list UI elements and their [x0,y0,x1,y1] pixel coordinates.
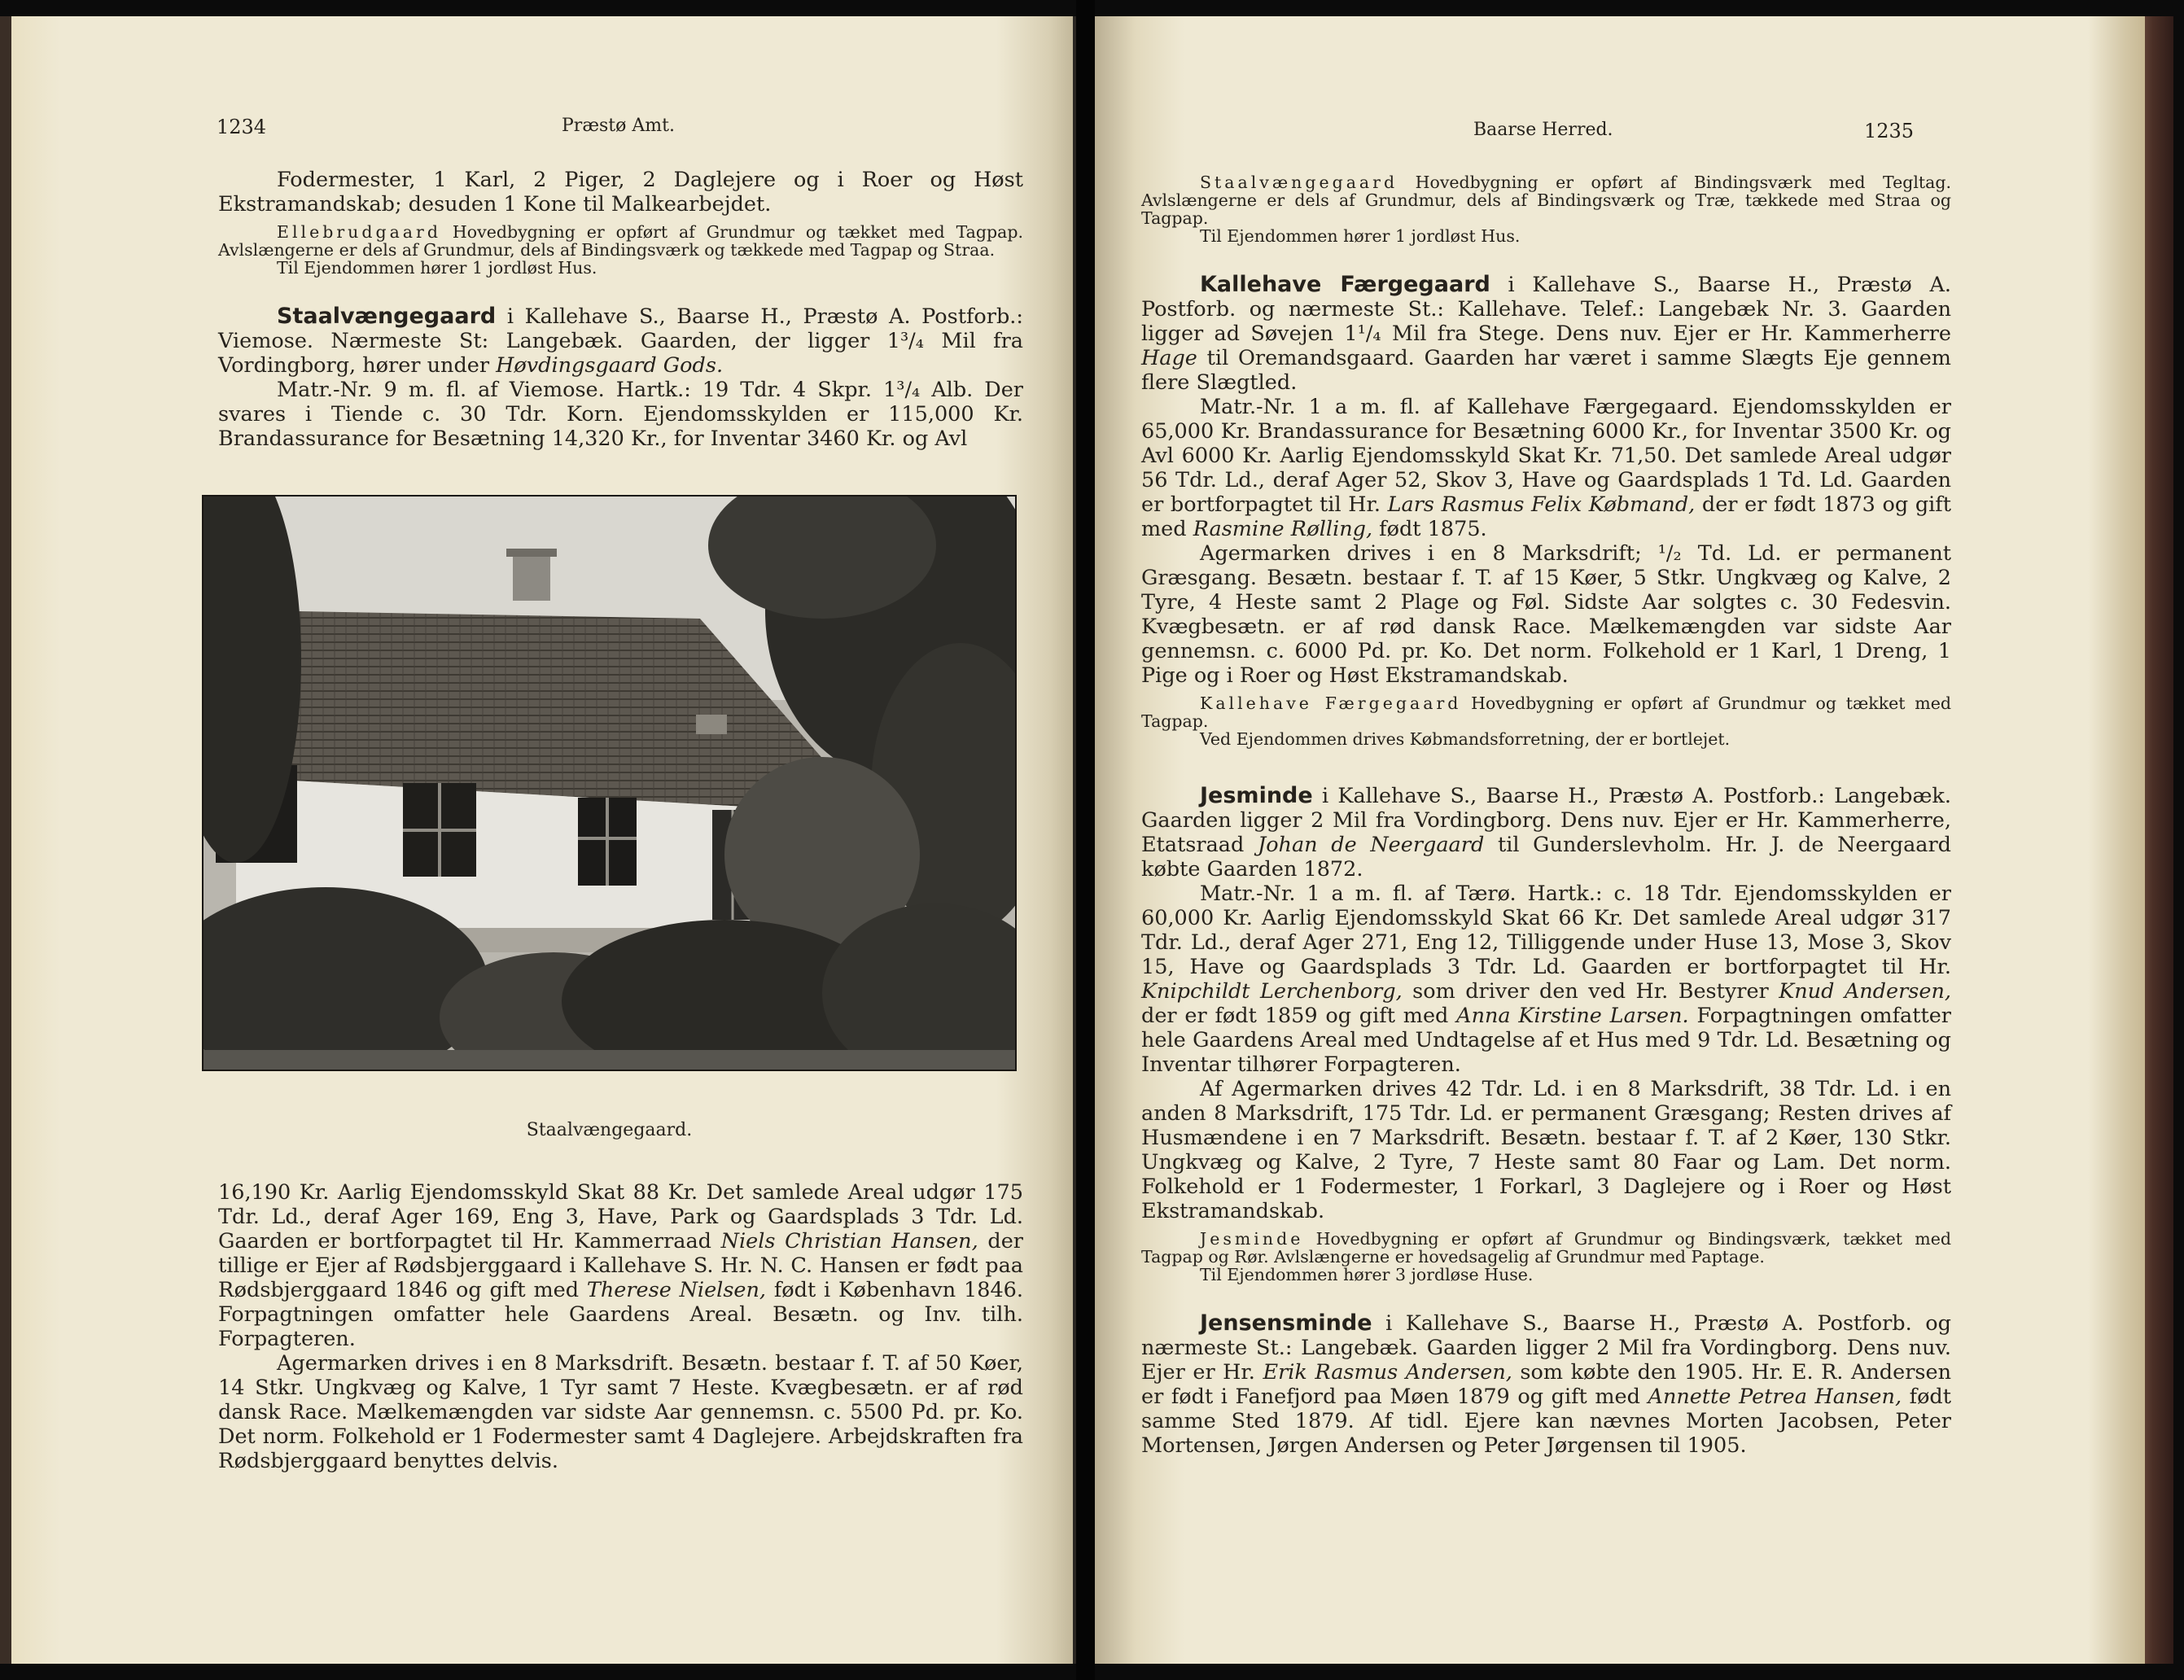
photo-caption: Staalvængegaard. [526,1120,693,1140]
farm-name: Staalvængegaard [1200,173,1398,192]
left-running-head: Præstø Amt. [562,116,675,136]
paragraph: Agermarken drives i en 8 Marksdrift; ¹/₂ Td. Ld. er permanent Græsgang. Besætn. bestaar f. T. af 15 Køer, 5 Stkr. Ungkvæg og Kalve, 2 Tyre, 4 Heste samt 2 Plage og Føl. Sidste Aar solgtes c. 30 Fedesvin. Kvægbesætn. er af rød dansk Race. Mælkemængden var sidste Aar gennemsn. c. 6000 Pd. pr. Ko. Det norm. Folkehold er 1 Karl, 1 Dreng, 1 Pige og i Roer og Høst Ekstramandskab. [1141,541,1951,688]
farm-name: Jesminde [1200,1229,1304,1249]
building-note: Til Ejendommen hører 1 jordløst Hus. [1200,226,1521,246]
entry-title: Jensensminde [1200,1310,1372,1336]
right-page-number: 1235 [1864,120,1915,142]
entry-jensensminde: Jensensminde i Kallehave S., Baarse H., Præstø A. Postforb. og nærmeste St.: Langebæk. Gaarden ligger 2 Mil fra Vordingborg. Dens nuv. Ejer er Hr. Erik Rasmus Andersen, som købte den 1905. Hr. E. R. Andersen er født i Fanefjord paa Møen 1879 og gift med Annette Petrea Hansen, født samme Sted 1879. Af tidl. Ejere kan nævnes Morten Jacobsen, Peter Mortensen, Jørgen Andersen og Peter Jørgensen til 1905. [1141,1310,1952,1458]
paragraph: Fodermester, 1 Karl, 2 Piger, 2 Daglejere og i Roer og Høst Ekstramandskab; desuden 1 Kone til Malkearbejdet. [218,168,1023,217]
building-note: Ellebrudgaard Hovedbygning er opført af Grundmur og tækket med Tagpap. Avlslængerne er dels af Grundmur, dels af Bindingsværk og tækkede med Tagpap og Straa. [218,222,1023,260]
paragraph: Matr.-Nr. 9 m. fl. af Viemose. Hartk.: 19 Tdr. 4 Skpr. 1³/₄ Alb. Der svares i Tiende c. 30 Tdr. Korn. Ejendomsskylden er 115,000 Kr. Brandassurance for Besætning 14,320 Kr., for Inventar 3460 Kr. og Avl [218,378,1023,451]
entry-jesminde: Jesminde i Kallehave S., Baarse H., Præstø A. Postforb.: Langebæk. Gaarden ligger 2 Mil fra Vordingborg. Dens nuv. Ejer er Hr. Kammerherre, Etatsraad Johan de Neergaard til Gunderslevholm. Hr. J. de Neergaard købte Gaarden 1872. [1141,783,1951,882]
building-note: Til Ejendommen hører 3 jordløse Huse. [1200,1265,1534,1284]
paragraph: 16,190 Kr. Aarlig Ejendomsskyld Skat 88 Kr. Det samlede Areal udgør 175 Tdr. Ld., deraf Ager 169, Eng 3, Have, Park og Gaardsplads 3 Tdr. Ld. Gaarden er bortforpagtet til Hr. Kammerraad Niels Christian Hansen, der tillige er Ejer af Rødsbjerggaard i Kallehave S. Hr. N. C. Hansen er født paa Rødsbjerggaard 1846 og gift med Therese Nielsen, født i København 1846. Forpagtningen omfatter hele Gaardens Areal. Besætn. og Inv. tilh. Forpagteren. [218,1180,1024,1351]
entry-title: Jesminde [1200,783,1313,808]
paragraph: Agermarken drives i en 8 Marksdrift. Besætn. bestaar f. T. af 50 Køer, 14 Stkr. Ungkvæg og Kalve, 1 Tyr samt 7 Heste. Kvægbesætn. er af rød dansk Race. Mælkemængden var sidste Aar gennemsn. c. 5500 Pd. pr. Ko. Det norm. Folkehold er 1 Fodermester samt 4 Daglejere. Arbejdskraften fra Rødsbjerggaard benyttes delvis. [218,1351,1023,1473]
building-note: Kallehave Færgegaard Hovedbygning er opført af Grundmur og tækket med Tagpap. [1141,693,1951,731]
building-note: Ved Ejendommen drives Købmandsforretning, der er bortlejet. [1200,729,1731,749]
entry-title: Kallehave Færgegaard [1200,272,1490,297]
left-text-top [218,168,1023,451]
left-text-bottom [218,1180,1023,1473]
right-text [1141,173,1951,1458]
right-running-head: Baarse Herred. [1473,120,1613,140]
entry-staalvaengegaard: Staalvængegaard i Kallehave S., Baarse H., Præstø A. Postforb.: Viemose. Nærmeste St: Langebæk. Gaarden, der ligger 1³/₄ Mil fra Vordingborg, hører under Høvdingsgaard Gods. [218,304,1023,378]
paragraph: Af Agermarken drives 42 Tdr. Ld. i en 8 Marksdrift, 38 Tdr. Ld. i en anden 8 Marksdrift, 175 Tdr. Ld. er permanent Græsgang; Resten drives af Husmændene i en 7 Marksdrift. Besætn. bestaar f. T. af 2 Køer, 130 Stkr. Ungkvæg og Kalve, 2 Tyre, 7 Heste samt 80 Faar og Lam. Det norm. Folkehold er 1 Fodermester, 1 Forkarl, 3 Daglejere og i Roer og Høst Ekstramandskab. [1141,1077,1951,1223]
farmhouse-photo [202,495,1017,1071]
book-gutter [1076,0,1095,1680]
paragraph: Matr.-Nr. 1 a m. fl. af Tærø. Hartk.: c. 18 Tdr. Ejendomsskylden er 60,000 Kr. Aarlig Ejendomsskyld Skat 66 Kr. Det samlede Areal udgør 317 Tdr. Ld., deraf Ager 271, Eng 12, Tilliggende under Huse 13, Mose 3, Skov 15, Have og Gaardsplads 3 Tdr. Ld. Gaarden er bortforpagtet til Hr. Knipchildt Lerchenborg, som driver den ved Hr. Bestyrer Knud Andersen, der er født 1859 og gift med Anna Kirstine Larsen. Forpagtningen omfatter hele Gaardens Areal med Undtagelse af et Hus med 9 Tdr. Ld. Besætning og Inventar tilhører Forpagteren. [1141,882,1951,1077]
building-note: Jesminde Hovedbygning er opført af Grundmur og Bindingsværk, tækket med Tagpap og Rør. Avlslængerne er hovedsagelig af Grundmur med Paptage. [1141,1229,1951,1267]
book-edge-left [0,16,11,1664]
entry-title: Staalvængegaard [277,304,497,329]
left-page-number: 1234 [217,116,267,138]
building-note: Staalvængegaard Hovedbygning er opført af Bindingsværk med Tegltag. Avlslængerne er dels af Grundmur, dels af Bindingsværk og Træ, tækkede med Straa og Tagpap. [1141,173,1951,228]
paragraph: Matr.-Nr. 1 a m. fl. af Kallehave Færgegaard. Ejendomsskylden er 65,000 Kr. Brandassurance for Besætning 6000 Kr., for Inventar 3500 Kr. og Avl 6000 Kr. Aarlig Ejendomsskyld Skat Kr. 71,50. Det samlede Areal udgør 56 Tdr. Ld., deraf Ager 52, Skov 3, Have og Gaardsplads 1 Td. Ld. Gaarden er bortforpagtet til Hr. Lars Rasmus Felix Købmand, der er født 1873 og gift med Rasmine Rølling, født 1875. [1141,395,1951,541]
building-note: Til Ejendommen hører 1 jordløst Hus. [277,258,597,278]
farm-name: Ellebrudgaard [277,222,441,242]
farm-name: Kallehave Færgegaard [1200,693,1462,713]
entry-kallehave-faergegaard: Kallehave Færgegaard i Kallehave S., Baarse H., Præstø A. Postforb. og nærmeste St.: Kallehave. Telef.: Langebæk Nr. 3. Gaarden ligger ad Søvejen 1¹/₄ Mil fra Stege. Dens nuv. Ejer er Hr. Kammerherre Hage til Oremandsgaard. Gaarden har været i samme Slægts Eje gennem flere Slægtled. [1141,272,1951,395]
